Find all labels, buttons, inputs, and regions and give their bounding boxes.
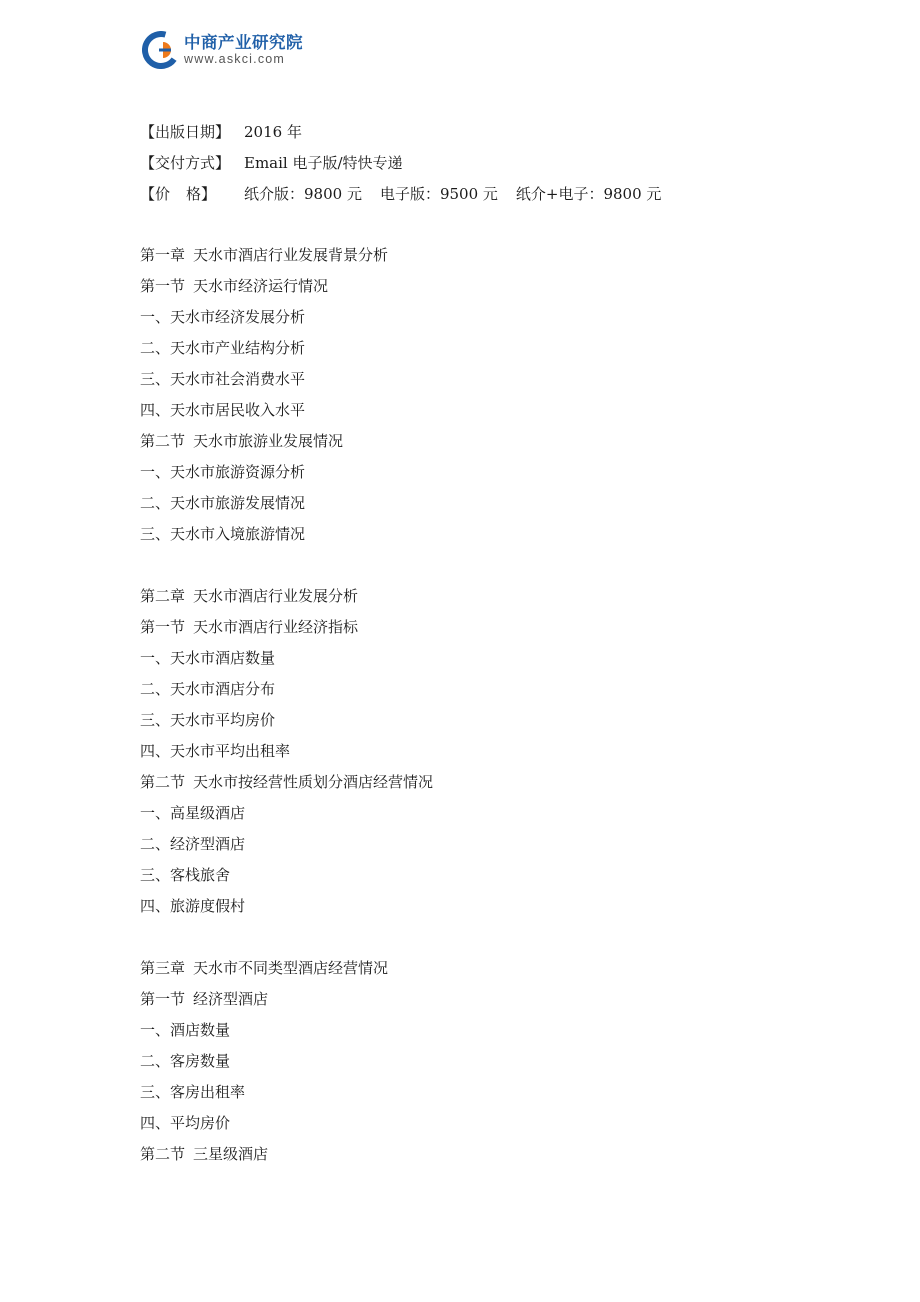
chapter-heading [140,240,433,271]
delivery-row [140,148,661,179]
section-title: 天水市酒店行业经济指标 [193,618,359,636]
section-title: 经济型酒店 [193,990,269,1008]
toc-item: 三、天水市社会消费水平 [140,370,306,388]
section-heading [140,271,433,302]
toc-item: 四、天水市居民收入水平 [140,401,306,419]
toc-item: 四、平均房价 [140,1114,231,1132]
toc-item: 二、天水市旅游发展情况 [140,494,306,512]
toc-item: 一、天水市旅游资源分析 [140,463,306,481]
toc-item: 二、经济型酒店 [140,835,246,853]
section-title: 天水市经济运行情况 [193,277,329,295]
chapter-title: 天水市不同类型酒店经营情况 [193,959,389,977]
section-number: 第二节 [140,1145,186,1163]
section-title: 三星级酒店 [193,1145,269,1163]
section-number: 第二节 [140,773,186,791]
report-meta [140,117,661,210]
price-label-close: 格】 [186,185,217,203]
table-of-contents [140,240,433,1170]
section-number: 第一节 [140,277,186,295]
toc-item: 三、天水市入境旅游情况 [140,525,306,543]
toc-item: 四、天水市平均出租率 [140,742,291,760]
toc-item: 四、旅游度假村 [140,897,246,915]
price-electronic: 电子版：9500 元 [379,185,498,203]
section-heading [140,984,433,1015]
askci-logo-icon [142,31,180,69]
chapter-heading [140,953,433,984]
toc-item: 二、天水市产业结构分析 [140,339,306,357]
section-number: 第一节 [140,990,186,1008]
chapter-title: 天水市酒店行业发展背景分析 [193,246,389,264]
chapter-number: 第三章 [140,959,186,977]
toc-item: 一、天水市酒店数量 [140,649,276,667]
price-combo: 纸介+电子：9800 元 [515,185,662,203]
section-heading [140,426,433,457]
price-row [140,179,661,210]
section-number: 第一节 [140,618,186,636]
toc-item: 三、客房出租率 [140,1083,246,1101]
section-heading [140,1139,433,1170]
chapter-number: 第一章 [140,246,186,264]
publish-date-row [140,117,661,148]
chapter-number: 第二章 [140,587,186,605]
section-title: 天水市按经营性质划分酒店经营情况 [193,773,434,791]
section-number: 第二节 [140,432,186,450]
logo-company-name: 中商产业研究院 [184,33,303,52]
delivery-value: Email 电子版/特快专递 [244,154,403,172]
toc-item: 三、天水市平均房价 [140,711,276,729]
logo-text-block [184,34,303,66]
price-label [140,179,244,210]
section-heading [140,612,433,643]
publish-date-value: 2016 年 [244,123,302,141]
toc-item: 一、酒店数量 [140,1021,231,1039]
publish-date-label: 【出版日期】 [140,123,231,141]
chapter-heading [140,581,433,612]
toc-item: 一、高星级酒店 [140,804,246,822]
logo-website-url: www.askci.com [184,52,286,66]
company-logo [142,30,303,70]
chapter-spacer [140,922,433,953]
toc-item: 三、客栈旅舍 [140,866,231,884]
toc-item: 二、天水市酒店分布 [140,680,276,698]
chapter-spacer [140,550,433,581]
section-title: 天水市旅游业发展情况 [193,432,344,450]
toc-item: 二、客房数量 [140,1052,231,1070]
section-heading [140,767,433,798]
price-paper: 纸介版：9800 元 [244,185,362,203]
toc-item: 一、天水市经济发展分析 [140,308,306,326]
price-label-open: 【价 [140,185,171,203]
chapter-title: 天水市酒店行业发展分析 [193,587,359,605]
delivery-label: 【交付方式】 [140,154,231,172]
